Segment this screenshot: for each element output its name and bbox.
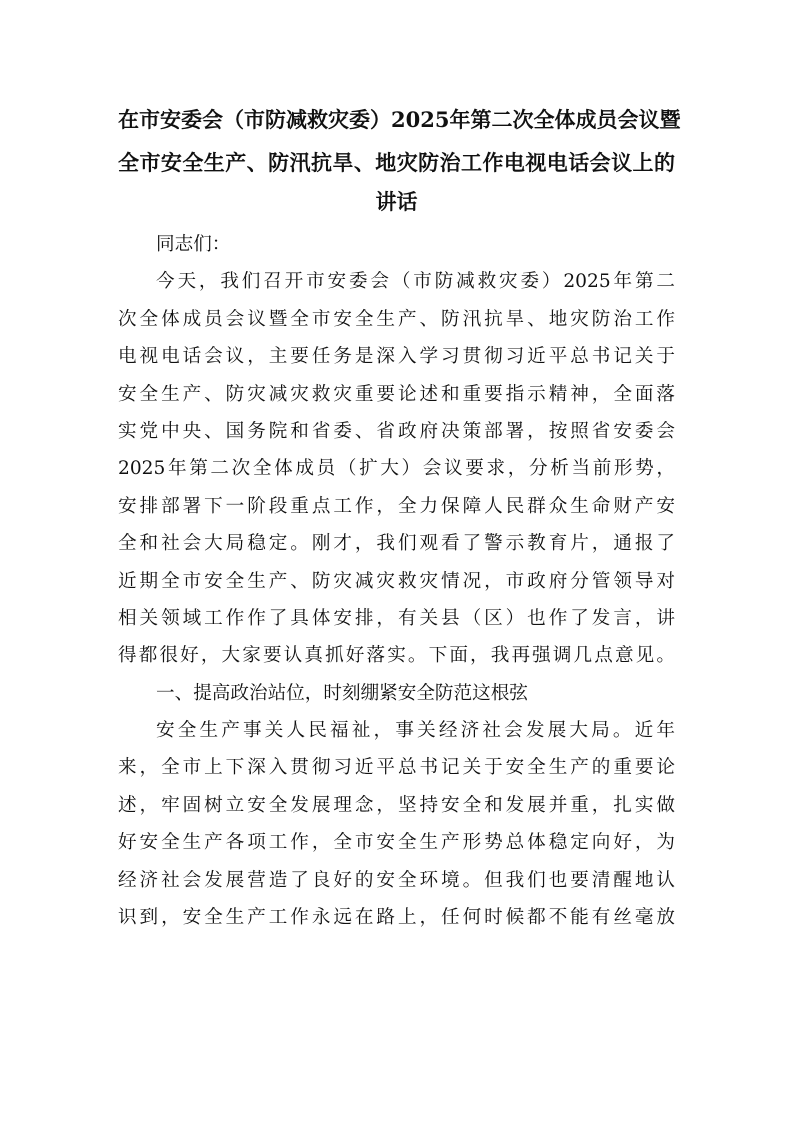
paragraph-1-line: 次全体成员会议暨全市安全生产、防汛抗旱、地灾防治工作 xyxy=(118,308,675,330)
paragraph-1-line: 今天，我们召开市安委会（市防减救灾委）2025年第二 xyxy=(156,271,675,293)
document-title-line-2: 全市安全生产、防汛抗旱、地灾防治工作电视电话会议上的 xyxy=(118,150,675,175)
paragraph-1-line: 得都很好，大家要认真抓好落实。下面，我再强调几点意见。 xyxy=(118,645,675,667)
paragraph-2-line: 述，牢固树立安全发展理念，坚持安全和发展并重，扎实做 xyxy=(118,794,675,816)
paragraph-1-line: 安排部署下一阶段重点工作，全力保障人民群众生命财产安 xyxy=(118,495,675,517)
paragraph-2-line: 识到，安全生产工作永远在路上，任何时候都不能有丝毫放 xyxy=(118,907,675,929)
paragraph-1-line: 相关领域工作作了具体安排，有关县（区）也作了发言，讲 xyxy=(118,607,675,629)
paragraph-2-line: 安全生产事关人民福祉，事关经济社会发展大局。近年 xyxy=(156,720,675,742)
document-title-line-3: 讲话 xyxy=(375,189,418,214)
document-body xyxy=(118,226,675,936)
paragraph-2-line: 经济社会发展营造了良好的安全环境。但我们也要清醒地认 xyxy=(118,869,675,891)
paragraph-1-line: 近期全市安全生产、防灾减灾救灾情况，市政府分管领导对 xyxy=(118,570,675,592)
section-1-heading: 一、提高政治站位，时刻绷紧安全防范这根弦 xyxy=(156,682,528,704)
document-title-line-1: 在市安委会（市防减救灾委）2025年第二次全体成员会议暨 xyxy=(118,107,681,132)
paragraph-1-line: 全和社会大局稳定。刚才，我们观看了警示教育片，通报了 xyxy=(118,533,675,555)
paragraph-2-line: 好安全生产各项工作，全市安全生产形势总体稳定向好，为 xyxy=(118,832,675,854)
paragraph-1-line: 2025年第二次全体成员（扩大）会议要求，分析当前形势， xyxy=(118,458,675,480)
paragraph-1-line: 电视电话会议，主要任务是深入学习贯彻习近平总书记关于 xyxy=(118,346,675,368)
salutation: 同志们： xyxy=(156,234,231,255)
paragraph-1-line: 实党中央、国务院和省委、省政府决策部署，按照省安委会 xyxy=(118,420,675,442)
paragraph-2-line: 来，全市上下深入贯彻习近平总书记关于安全生产的重要论 xyxy=(118,757,675,779)
paragraph-1-line: 安全生产、防灾减灾救灾重要论述和重要指示精神，全面落 xyxy=(118,383,675,405)
